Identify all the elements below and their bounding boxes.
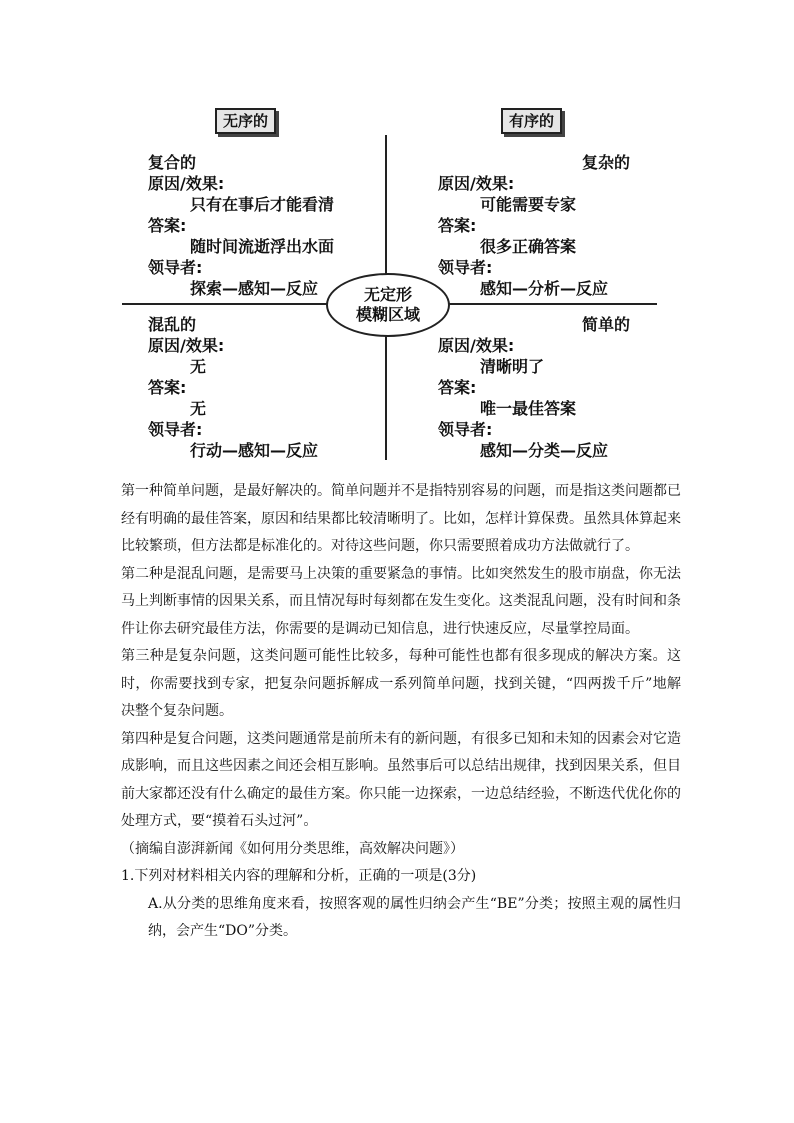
leader-label: 领导者: (148, 258, 203, 277)
leader-label: 领导者: (438, 420, 493, 439)
center-line-2: 模糊区域 (355, 305, 420, 324)
article-body (121, 478, 681, 946)
quadrant-complicated (438, 152, 630, 299)
cause-effect-label: 原因/效果: (438, 174, 515, 193)
quadrant-title: 复合的 (148, 153, 197, 172)
answer-label: 答案: (438, 378, 477, 397)
quadrant-simple (438, 314, 630, 461)
leader-value: 感知—分析—反应 (480, 279, 609, 298)
cause-effect-value: 无 (190, 357, 207, 376)
answer-label: 答案: (148, 378, 187, 397)
cause-effect-value: 只有在事后才能看清 (190, 195, 335, 214)
cause-effect-value: 可能需要专家 (480, 195, 577, 214)
cause-effect-label: 原因/效果: (148, 336, 225, 355)
answer-label: 答案: (438, 216, 477, 235)
quadrant-title: 复杂的 (581, 153, 630, 172)
quadrant-complex-compound (148, 152, 378, 299)
quadrant-chaotic (148, 314, 378, 461)
label-unordered: 无序的 (215, 108, 276, 134)
paragraph-complicated: 第三种是复杂问题，这类问题可能性比较多，每种可能性也都有很多现成的解决方案。这时，你需要找到专家，把复杂问题拆解成一系列简单问题，找到关键，“四两拨千斤”地解决整个复杂问题。 (121, 648, 681, 719)
source-citation: （摘编自澎湃新闻《如何用分类思维，高效解决问题》） (121, 840, 464, 857)
leader-label: 领导者: (148, 420, 203, 439)
answer-value: 很多正确答案 (480, 237, 577, 256)
cause-effect-label: 原因/效果: (438, 336, 515, 355)
quadrant-title: 简单的 (581, 315, 630, 334)
label-ordered: 有序的 (501, 108, 562, 134)
disorder-center-oval (326, 273, 450, 337)
center-line-1: 无定形 (363, 285, 412, 304)
option-a: A.从分类的思维角度来看，按照客观的属性归纳会产生“BE”分类；按照主观的属性归纳，会产生“DO”分类。 (148, 895, 681, 939)
leader-value: 行动—感知—反应 (190, 441, 319, 460)
answer-value: 随时间流逝浮出水面 (190, 237, 335, 256)
cynefin-diagram (118, 100, 658, 460)
cause-effect-value: 清晰明了 (480, 357, 545, 376)
leader-value: 探索—感知—反应 (190, 279, 319, 298)
leader-label: 领导者: (438, 258, 493, 277)
answer-label: 答案: (148, 216, 187, 235)
paragraph-complex: 第四种是复合问题，这类问题通常是前所未有的新问题，有很多已知和未知的因素会对它造成影响，而且这些因素之间还会相互影响。虽然事后可以总结出规律，找到因果关系，但目前大家都还没有什么确定的最佳方案。你只能一边探索，一边总结经验，不断迭代优化你的处理方式，要“摸着石头过河”。 (121, 730, 681, 829)
paragraph-simple: 第一种简单问题，是最好解决的。简单问题并不是指特别容易的问题，而是指这类问题都已经有明确的最佳答案，原因和结果都比较清晰明了。比如，怎样计算保费。虽然具体算起来比较繁琐，但方法都是标准化的。对待这些问题，你只需要照着成功方法做就行了。 (121, 483, 681, 554)
paragraph-chaotic: 第二种是混乱问题，是需要马上决策的重要紧急的事情。比如突然发生的股市崩盘，你无法马上判断事情的因果关系，而且情况每时每刻都在发生变化。这类混乱问题，没有时间和条件让你去研究最佳方法，你需要的是调动已知信息，进行快速反应，尽量掌控局面。 (121, 565, 681, 637)
answer-value: 唯一最佳答案 (480, 399, 577, 418)
question-1: 1.下列对材料相关内容的理解和分析，正确的一项是(3分) (121, 868, 477, 884)
leader-value: 感知—分类—反应 (480, 441, 609, 460)
quadrant-title: 混乱的 (148, 315, 197, 334)
cause-effect-label: 原因/效果: (148, 174, 225, 193)
answer-value: 无 (190, 399, 207, 418)
